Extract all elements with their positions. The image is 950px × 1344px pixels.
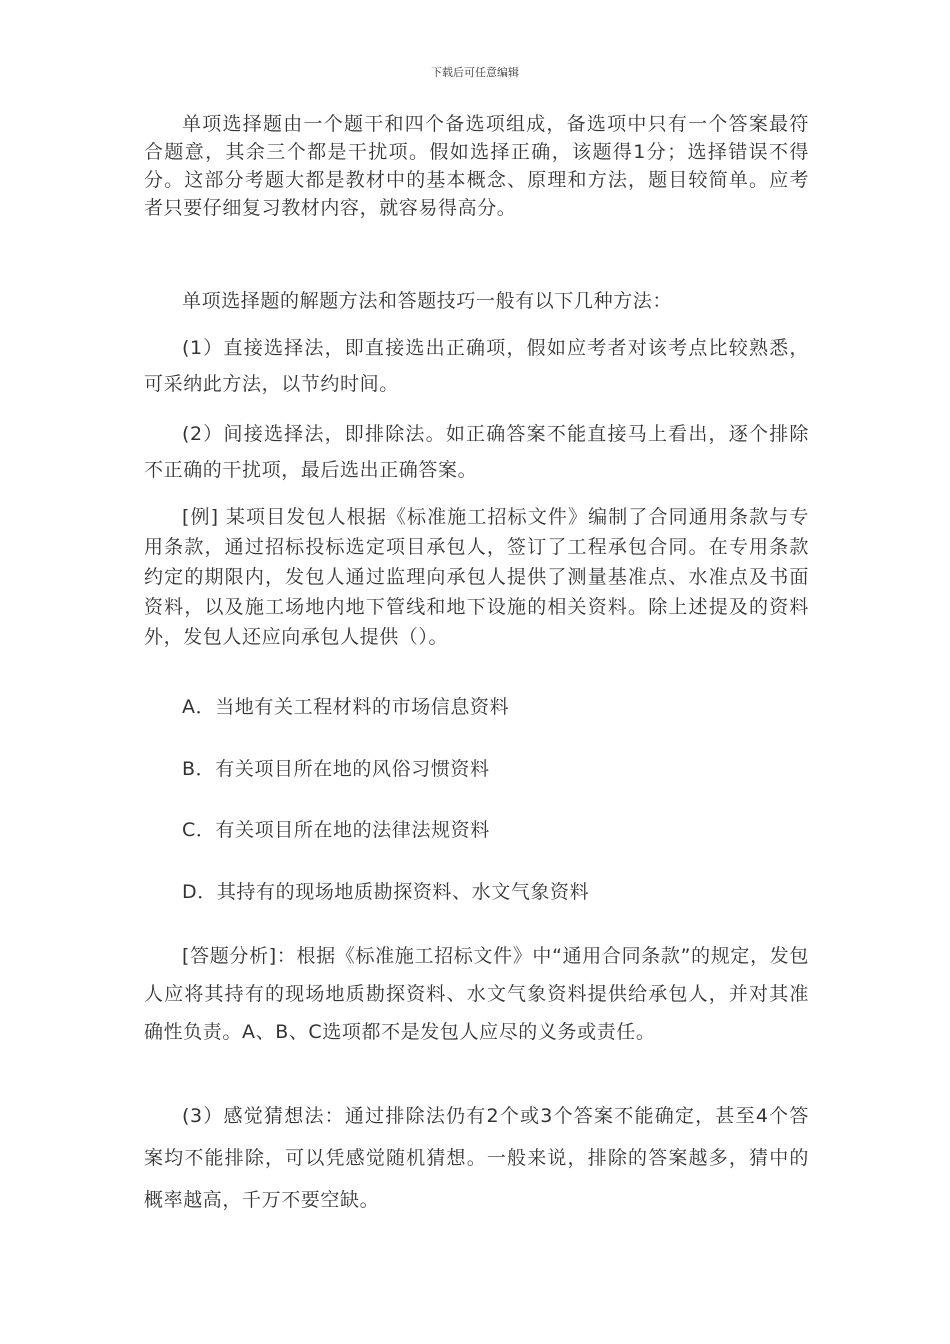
page-header: 下载后可任意编辑 — [431, 66, 519, 79]
option-d: D．其持有的现场地质勘探资料、水文气象资料 — [182, 881, 590, 903]
example-paragraph: [例] 某项目发包人根据《标准施工招标文件》编制了合同通用条款与专用条款，通过招标投标选定项目承包人，签订了工程承包合同。在专用条款约定的期限内，发包人通过监理向承包人提供了测量基准点、水准点及书面资料，以及施工场地内地下管线和地下设施的相关资料。除上述提及的资料外，发包人还应向承包人提供（）。 — [144, 506, 809, 648]
option-c: C．有关项目所在地的法律法规资料 — [182, 819, 490, 841]
option-a: A．当地有关工程材料的市场信息资料 — [182, 696, 510, 718]
method-3-paragraph: (3）感觉猜想法：通过排除法仍有2个或3个答案不能确定，甚至4个答案均不能排除，可以凭感觉随机猜想。一般来说，排除的答案越多，猜中的概率越高，千万不要空缺。 — [144, 1105, 809, 1211]
method-1-paragraph: (1）直接选择法，即直接选出正确项，假如应考者对该考点比较熟悉，可采纳此方法，以节约时间。 — [144, 337, 809, 395]
intro-paragraph: 单项选择题由一个题干和四个备选项组成，备选项中只有一个答案最符合题意，其余三个都是干扰项。假如选择正确，该题得1分；选择错误不得分。这部分考题大都是教材中的基本概念、原理和方法，题目较简单。应考者只要仔细复习教材内容，就容易得高分。 — [144, 113, 809, 219]
option-b: B．有关项目所在地的风俗习惯资料 — [182, 758, 490, 780]
methods-intro-paragraph: 单项选择题的解题方法和答题技巧一般有以下几种方法： — [182, 290, 673, 312]
method-2-paragraph: (2）间接选择法，即排除法。如正确答案不能直接马上看出，逐个排除不正确的干扰项，最后选出正确答案。 — [144, 423, 809, 481]
analysis-paragraph: [答题分析]：根据《标准施工招标文件》中“通用合同条款”的规定，发包人应将其持有的现场地质勘探资料、水文气象资料提供给承包人，并对其准确性负责。A、B、C选项都不是发包人应尽的义务或责任。 — [144, 945, 809, 1043]
